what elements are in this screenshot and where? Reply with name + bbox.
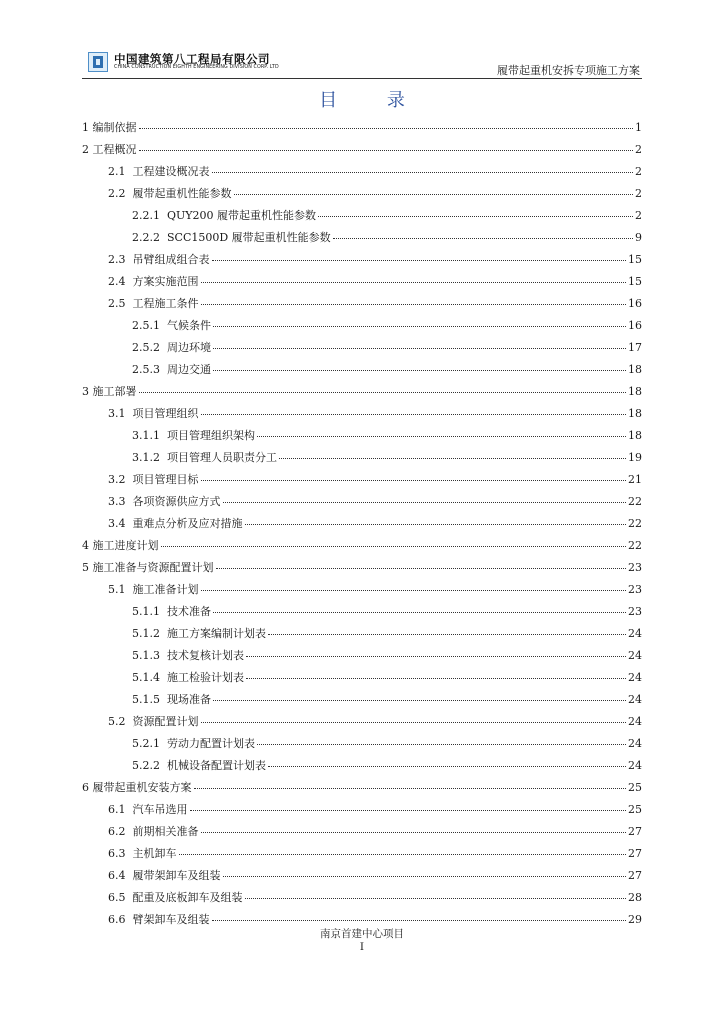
toc-entry-number: 2 bbox=[82, 143, 89, 156]
toc-entry-title: 施工方案编制计划表 bbox=[167, 627, 266, 640]
toc-entry-number: 3.4 bbox=[108, 517, 126, 530]
toc-dot-leader bbox=[268, 766, 626, 767]
toc-entry-page: 24 bbox=[628, 671, 642, 684]
toc-entry-page: 1 bbox=[635, 121, 642, 134]
toc-dot-leader bbox=[201, 480, 627, 481]
toc-entry-page: 27 bbox=[628, 825, 642, 838]
toc-entry-page: 24 bbox=[628, 737, 642, 750]
toc-dot-leader bbox=[213, 612, 626, 613]
toc-entry-page: 27 bbox=[628, 869, 642, 882]
toc-entry[interactable] bbox=[82, 469, 642, 491]
table-of-contents bbox=[82, 117, 642, 931]
footer-page-number: I bbox=[359, 941, 365, 953]
toc-entry-page: 24 bbox=[628, 693, 642, 706]
toc-entry[interactable] bbox=[82, 623, 642, 645]
toc-entry-title: 重难点分析及应对措施 bbox=[132, 517, 243, 530]
toc-dot-leader bbox=[268, 634, 626, 635]
toc-entry-title: 施工准备与资源配置计划 bbox=[92, 561, 214, 574]
toc-dot-leader bbox=[279, 458, 626, 459]
toc-dot-leader bbox=[257, 744, 626, 745]
toc-entry[interactable] bbox=[82, 491, 642, 513]
toc-entry-title: 工程概况 bbox=[92, 143, 137, 156]
toc-entry-number: 6 bbox=[82, 781, 89, 794]
toc-entry-title: 各项资源供应方式 bbox=[132, 495, 221, 508]
toc-entry[interactable] bbox=[82, 843, 642, 865]
toc-entry-number: 5.2 bbox=[108, 715, 126, 728]
toc-entry-number: 3.3 bbox=[108, 495, 126, 508]
toc-entry[interactable] bbox=[82, 711, 642, 733]
toc-entry-title: 周边环境 bbox=[167, 341, 211, 354]
toc-entry-page: 2 bbox=[635, 143, 642, 156]
document-title: 履带起重机安拆专项施工方案 bbox=[497, 64, 640, 77]
toc-entry-page: 22 bbox=[628, 517, 642, 530]
toc-entry-title: 前期相关准备 bbox=[132, 825, 199, 838]
toc-entry-number: 6.5 bbox=[108, 891, 126, 904]
toc-entry-number: 3.1.2 bbox=[132, 451, 160, 464]
toc-dot-leader bbox=[216, 568, 627, 569]
toc-entry-number: 5.2.2 bbox=[132, 759, 160, 772]
toc-entry-title: 工程建设概况表 bbox=[132, 165, 210, 178]
toc-dot-leader bbox=[201, 304, 627, 305]
toc-dot-leader bbox=[333, 238, 633, 239]
toc-entry[interactable] bbox=[82, 689, 642, 711]
toc-entry-title: 现场准备 bbox=[167, 693, 211, 706]
toc-heading: 目 录 bbox=[319, 90, 427, 111]
company-logo-icon bbox=[88, 52, 108, 72]
toc-entry-number: 2.2 bbox=[108, 187, 126, 200]
toc-dot-leader bbox=[139, 392, 627, 393]
toc-entry-page: 2 bbox=[635, 187, 642, 200]
toc-entry[interactable] bbox=[82, 139, 642, 161]
toc-dot-leader bbox=[201, 414, 627, 415]
toc-entry-title: 配重及底板卸车及组装 bbox=[132, 891, 243, 904]
toc-entry-title: 气候条件 bbox=[167, 319, 211, 332]
toc-entry[interactable] bbox=[82, 667, 642, 689]
toc-entry-page: 29 bbox=[628, 913, 642, 926]
toc-entry-page: 25 bbox=[628, 803, 642, 816]
toc-entry-page: 23 bbox=[628, 583, 642, 596]
toc-entry-number: 6.2 bbox=[108, 825, 126, 838]
toc-entry-number: 2.5.1 bbox=[132, 319, 160, 332]
toc-dot-leader bbox=[318, 216, 633, 217]
toc-entry-page: 16 bbox=[628, 297, 642, 310]
toc-entry-page: 23 bbox=[628, 561, 642, 574]
toc-dot-leader bbox=[194, 788, 627, 789]
toc-entry-number: 3.2 bbox=[108, 473, 126, 486]
toc-entry[interactable] bbox=[82, 513, 642, 535]
toc-entry-page: 23 bbox=[628, 605, 642, 618]
toc-entry-number: 5.1.4 bbox=[132, 671, 160, 684]
toc-entry-page: 19 bbox=[628, 451, 642, 464]
toc-entry-title: 履带起重机安装方案 bbox=[92, 781, 192, 794]
toc-entry[interactable] bbox=[82, 403, 642, 425]
toc-dot-leader bbox=[234, 194, 634, 195]
toc-entry[interactable] bbox=[82, 601, 642, 623]
toc-entry[interactable] bbox=[82, 579, 642, 601]
toc-entry-title: 施工部署 bbox=[92, 385, 137, 398]
toc-entry[interactable] bbox=[82, 161, 642, 183]
toc-dot-leader bbox=[201, 590, 627, 591]
toc-dot-leader bbox=[201, 832, 627, 833]
toc-entry-page: 22 bbox=[628, 495, 642, 508]
toc-entry[interactable] bbox=[82, 205, 642, 227]
toc-entry-title: 资源配置计划 bbox=[132, 715, 199, 728]
toc-entry[interactable] bbox=[82, 865, 642, 887]
toc-entry[interactable] bbox=[82, 117, 642, 139]
toc-entry-title: 项目管理目标 bbox=[132, 473, 199, 486]
toc-entry-title: 汽车吊选用 bbox=[132, 803, 188, 816]
toc-entry-page: 2 bbox=[635, 165, 642, 178]
toc-entry[interactable] bbox=[82, 425, 642, 447]
toc-entry-number: 2.1 bbox=[108, 165, 126, 178]
toc-entry-title: 劳动力配置计划表 bbox=[167, 737, 255, 750]
toc-entry-title: 施工检验计划表 bbox=[167, 671, 244, 684]
toc-dot-leader bbox=[139, 128, 634, 129]
header-divider bbox=[82, 78, 642, 79]
company-name-en: CHINA CONSTRUCTION EIGHTH ENGINEERING DIVISION CORP. LTD bbox=[114, 65, 279, 70]
toc-entry-page: 9 bbox=[635, 231, 642, 244]
toc-entry-title: 臂架卸车及组装 bbox=[132, 913, 210, 926]
toc-dot-leader bbox=[139, 150, 634, 151]
toc-entry-page: 15 bbox=[628, 253, 642, 266]
toc-dot-leader bbox=[201, 722, 627, 723]
toc-entry-page: 15 bbox=[628, 275, 642, 288]
toc-entry-page: 25 bbox=[628, 781, 642, 794]
toc-dot-leader bbox=[213, 348, 626, 349]
toc-entry[interactable] bbox=[82, 315, 642, 337]
toc-entry[interactable] bbox=[82, 381, 642, 403]
toc-entry-title: 项目管理人员职责分工 bbox=[167, 451, 277, 464]
toc-entry-number: 5.2.1 bbox=[132, 737, 160, 750]
toc-entry-page: 24 bbox=[628, 759, 642, 772]
toc-entry[interactable] bbox=[82, 293, 642, 315]
toc-dot-leader bbox=[161, 546, 627, 547]
toc-entry-number: 2.5 bbox=[108, 297, 126, 310]
toc-entry-number: 3.1 bbox=[108, 407, 126, 420]
toc-entry-title: 吊臂组成组合表 bbox=[132, 253, 210, 266]
toc-entry-page: 2 bbox=[635, 209, 642, 222]
toc-entry[interactable] bbox=[82, 227, 642, 249]
toc-entry[interactable] bbox=[82, 535, 642, 557]
toc-entry-title: 施工准备计划 bbox=[132, 583, 199, 596]
toc-entry[interactable] bbox=[82, 887, 642, 909]
toc-entry-number: 3.1.1 bbox=[132, 429, 160, 442]
toc-entry-page: 27 bbox=[628, 847, 642, 860]
toc-dot-leader bbox=[223, 502, 627, 503]
toc-dot-leader bbox=[212, 172, 634, 173]
toc-entry-number: 2.2.1 bbox=[132, 209, 160, 222]
toc-dot-leader bbox=[179, 854, 627, 855]
toc-entry-title: 技术准备 bbox=[167, 605, 211, 618]
toc-entry-page: 24 bbox=[628, 649, 642, 662]
toc-entry-page: 18 bbox=[628, 407, 642, 420]
toc-entry-page: 24 bbox=[628, 715, 642, 728]
toc-entry[interactable] bbox=[82, 755, 642, 777]
toc-entry-number: 5.1.1 bbox=[132, 605, 160, 618]
toc-entry-number: 1 bbox=[82, 121, 89, 134]
toc-entry-title: 施工进度计划 bbox=[92, 539, 159, 552]
toc-dot-leader bbox=[213, 370, 626, 371]
toc-entry-page: 18 bbox=[628, 429, 642, 442]
toc-entry-title: 方案实施范围 bbox=[132, 275, 199, 288]
toc-entry-page: 28 bbox=[628, 891, 642, 904]
toc-entry[interactable] bbox=[82, 359, 642, 381]
toc-entry[interactable] bbox=[82, 271, 642, 293]
page-header bbox=[82, 48, 642, 78]
toc-entry-page: 18 bbox=[628, 385, 642, 398]
toc-entry-number: 6.1 bbox=[108, 803, 126, 816]
footer-project-name: 南京首建中心项目 bbox=[320, 928, 404, 940]
toc-entry-page: 24 bbox=[628, 627, 642, 640]
toc-entry[interactable] bbox=[82, 447, 642, 469]
toc-entry-title: SCC1500D 履带起重机性能参数 bbox=[167, 231, 331, 244]
toc-entry[interactable] bbox=[82, 337, 642, 359]
toc-entry[interactable] bbox=[82, 557, 642, 579]
toc-entry-title: 履带架卸车及组装 bbox=[132, 869, 221, 882]
toc-entry-page: 16 bbox=[628, 319, 642, 332]
toc-entry-title: 机械设备配置计划表 bbox=[167, 759, 266, 772]
toc-entry-page: 22 bbox=[628, 539, 642, 552]
toc-dot-leader bbox=[223, 876, 627, 877]
toc-entry[interactable] bbox=[82, 821, 642, 843]
toc-entry-title: 主机卸车 bbox=[132, 847, 177, 860]
toc-entry-number: 5.1.3 bbox=[132, 649, 160, 662]
toc-entry-number: 4 bbox=[82, 539, 89, 552]
company-name-cn: 中国建筑第八工程局有限公司 bbox=[114, 52, 270, 66]
toc-dot-leader bbox=[245, 898, 627, 899]
toc-entry-title: 编制依据 bbox=[92, 121, 137, 134]
toc-entry-number: 3 bbox=[82, 385, 89, 398]
toc-entry-number: 5.1.2 bbox=[132, 627, 160, 640]
toc-dot-leader bbox=[246, 656, 626, 657]
toc-dot-leader bbox=[246, 678, 626, 679]
toc-dot-leader bbox=[213, 326, 626, 327]
toc-entry-number: 5.1.5 bbox=[132, 693, 160, 706]
toc-dot-leader bbox=[245, 524, 627, 525]
toc-entry-page: 17 bbox=[628, 341, 642, 354]
toc-entry-number: 2.5.3 bbox=[132, 363, 160, 376]
toc-entry-number: 5 bbox=[82, 561, 89, 574]
toc-entry-title: 项目管理组织 bbox=[132, 407, 199, 420]
toc-entry-number: 2.3 bbox=[108, 253, 126, 266]
toc-dot-leader bbox=[212, 920, 627, 921]
toc-dot-leader bbox=[213, 700, 626, 701]
toc-dot-leader bbox=[257, 436, 626, 437]
toc-entry-title: QUY200 履带起重机性能参数 bbox=[167, 209, 317, 222]
toc-entry[interactable] bbox=[82, 645, 642, 667]
toc-entry[interactable] bbox=[82, 777, 642, 799]
toc-entry-number: 6.6 bbox=[108, 913, 126, 926]
toc-entry-title: 履带起重机性能参数 bbox=[132, 187, 232, 200]
toc-dot-leader bbox=[212, 260, 627, 261]
toc-entry[interactable] bbox=[82, 733, 642, 755]
toc-entry-page: 21 bbox=[628, 473, 642, 486]
toc-entry[interactable] bbox=[82, 799, 642, 821]
toc-entry-number: 6.3 bbox=[108, 847, 126, 860]
toc-entry[interactable] bbox=[82, 183, 642, 205]
toc-entry-title: 项目管理组织架构 bbox=[167, 429, 255, 442]
toc-entry-title: 工程施工条件 bbox=[132, 297, 199, 310]
toc-entry-page: 18 bbox=[628, 363, 642, 376]
toc-dot-leader bbox=[201, 282, 627, 283]
toc-entry-number: 5.1 bbox=[108, 583, 126, 596]
toc-entry-number: 6.4 bbox=[108, 869, 126, 882]
toc-dot-leader bbox=[190, 810, 627, 811]
toc-entry-number: 2.2.2 bbox=[132, 231, 160, 244]
toc-entry[interactable] bbox=[82, 249, 642, 271]
toc-entry-title: 周边交通 bbox=[167, 363, 211, 376]
toc-entry-title: 技术复核计划表 bbox=[167, 649, 244, 662]
toc-entry-number: 2.4 bbox=[108, 275, 126, 288]
toc-entry-number: 2.5.2 bbox=[132, 341, 160, 354]
